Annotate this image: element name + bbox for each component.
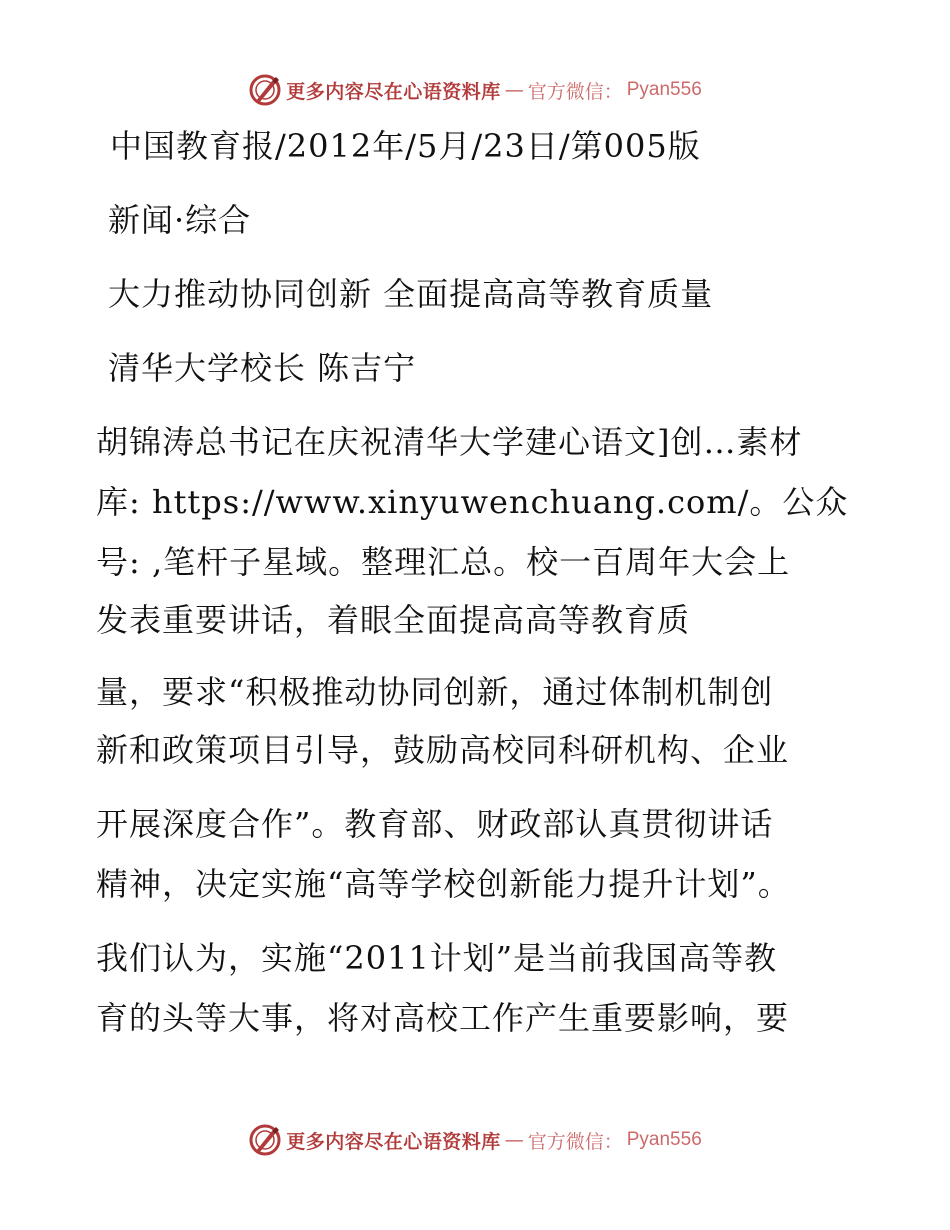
watermark-banner-bottom: [0, 1120, 950, 1160]
body-line: 育的头等大事，将对高校工作产生重要影响，要: [96, 999, 790, 1037]
source-line: 中国教育报/2012年/5月/23日/第005版: [110, 127, 701, 165]
pen-logo-icon: [248, 1123, 282, 1157]
watermark-content: [248, 73, 702, 107]
body-line: 精神，决定实施“高等学校创新能力提升计划”。: [96, 865, 791, 903]
body-line: 新和政策项目引导，鼓励高校同科研机构、企业: [96, 731, 790, 769]
watermark-site-text: 更多内容尽在心语资料库: [286, 1130, 501, 1153]
body-line: 量，要求“积极推动协同创新，通过体制机制创: [96, 673, 774, 711]
watermark-official-label: 官方微信：: [527, 80, 623, 103]
body-line: 胡锦涛总书记在庆祝清华大学建心语文]创…素材: [96, 423, 803, 461]
watermark-dash: —: [504, 1129, 524, 1151]
watermark-account: Pyan556: [626, 79, 702, 100]
pen-logo-icon: [248, 73, 282, 107]
watermark-site-text: 更多内容尽在心语资料库: [286, 80, 501, 103]
author-line: 清华大学校长 陈吉宁: [108, 349, 417, 387]
body-line: 发表重要讲话，着眼全面提高高等教育质: [96, 601, 691, 639]
watermark-account: Pyan556: [626, 1129, 702, 1150]
body-line: 号: ,笔杆子星域。整理汇总。校一百周年大会上: [96, 543, 791, 581]
watermark-dash: —: [504, 79, 524, 101]
watermark-content: [248, 1123, 702, 1157]
section-label: 新闻·综合: [108, 201, 252, 239]
body-line: 我们认为，实施“2011计划”是当前我国高等教: [96, 939, 778, 977]
watermark-official-label: 官方微信：: [527, 1130, 623, 1153]
headline: 大力推动协同创新 全面提高高等教育质量: [108, 275, 714, 313]
body-line: 库: https://www.xinyuwenchuang.com/。公众: [96, 483, 849, 521]
body-line: 开展深度合作”。教育部、财政部认真贯彻讲话: [96, 805, 774, 843]
watermark-banner-top: [0, 70, 950, 110]
